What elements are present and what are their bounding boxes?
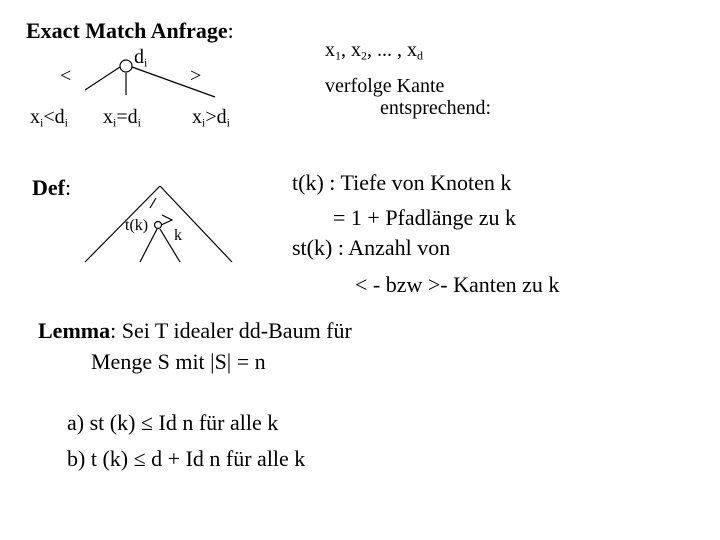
lt-edge-label: <	[60, 65, 72, 87]
lemma-line1: Lemma: Sei T idealer dd-Baum für	[38, 318, 352, 343]
exact-match-title: Exact Match Anfrage:	[26, 18, 234, 43]
def-path-tick	[150, 198, 156, 208]
lemma-line2: Menge S mit |S| = n	[91, 349, 266, 374]
follow-edge-line: verfolge Kante	[325, 75, 445, 97]
def-node-tk-label: t(k)	[125, 217, 149, 234]
leaf-left-label: $x_i<d_i$	[30, 106, 68, 130]
def-node-k-label: k	[174, 227, 182, 244]
def-line-pathlength: = 1 + Pfadlänge zu k	[333, 205, 517, 230]
def-line-st: st(k) : Anzahl von	[292, 235, 451, 260]
edge-left	[85, 67, 120, 90]
def-line-edges: < - bzw >- Kanten zu k	[355, 272, 560, 297]
def-node	[155, 222, 162, 229]
gt-edge-label: >	[190, 65, 202, 87]
leaf-right-label: $x_i>d_i$	[192, 106, 230, 130]
query-vector: $x_1$, $x_2$, ... , $x_d$	[325, 39, 423, 63]
leaf-middle-label: $x_i=d_i$	[103, 106, 141, 130]
edge-right	[132, 67, 215, 97]
lemma-item-b: b) t (k) ≤ d + Id n für alle k	[67, 446, 306, 471]
def-label: Def:	[32, 175, 72, 200]
accordingly-line: entsprechend:	[380, 97, 492, 119]
root-node	[120, 60, 132, 72]
def-triangle-left	[85, 186, 160, 262]
def-triangle-right	[160, 186, 232, 262]
def-line-depth: t(k) : Tiefe von Knoten k	[292, 170, 512, 195]
root-node-label: $d_i$	[134, 46, 148, 70]
lemma-item-a: a) st (k) ≤ Id n für alle k	[67, 410, 279, 435]
